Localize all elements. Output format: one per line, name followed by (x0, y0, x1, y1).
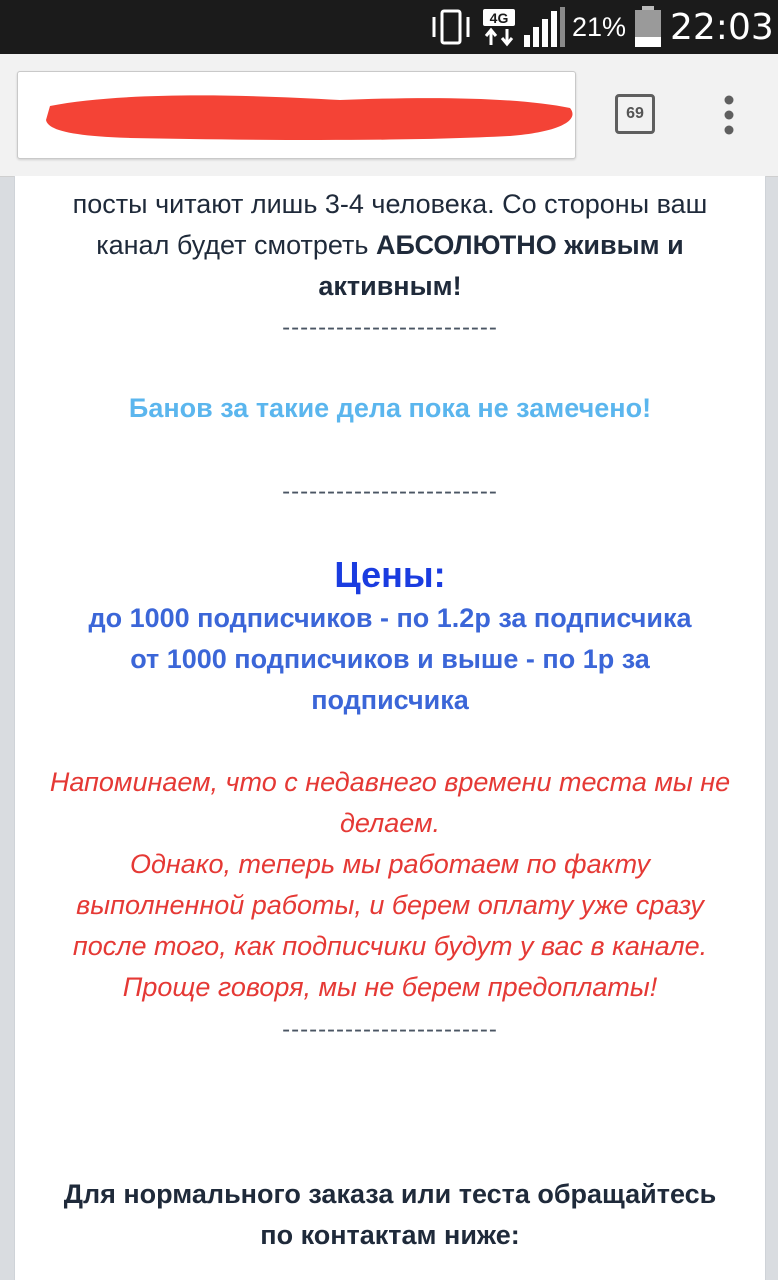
network-4g-icon (482, 0, 518, 54)
redaction-mark (40, 86, 576, 146)
battery-percent: 21% (572, 11, 627, 42)
price-line: от 1000 подписчиков и выше - по 1р за (130, 644, 650, 674)
intro-emphasis: активным! (318, 271, 462, 301)
contact-line: по контактам ниже: (260, 1220, 520, 1250)
notice-line: после того, как подписчики будут у вас в канале. (72, 931, 708, 961)
intro-text: канал будет смотреть (96, 230, 376, 260)
overflow-menu-icon[interactable] (712, 92, 746, 138)
separator: ------------------------ (282, 1016, 498, 1043)
status-bar (0, 0, 778, 54)
contact-line: Для нормального заказа или теста обращайтесь (63, 1179, 717, 1209)
clock: 22:03 (670, 6, 774, 48)
notice-line: Напоминаем, что с недавнего времени теста мы не (49, 767, 731, 797)
vibrate-icon (428, 0, 474, 54)
price-line: до 1000 подписчиков - по 1.2р за подписчика (88, 603, 692, 633)
network-type-label: 4G (489, 10, 509, 26)
notice-line: Однако, теперь мы работаем по факту (129, 849, 651, 879)
separator: ------------------------ (282, 478, 498, 505)
notice-line: Проще говоря, мы не берем предоплаты! (122, 972, 658, 1002)
separator: ------------------------ (282, 314, 498, 341)
intro-line: посты читают лишь 3-4 человека. Со стороны ваш (72, 189, 708, 219)
url-bar[interactable] (17, 71, 576, 159)
prices-title: Цены: (334, 554, 446, 595)
tab-switcher-button[interactable]: 69 (615, 94, 655, 134)
price-line: подписчика (311, 685, 469, 715)
notice-line: делаем. (339, 808, 440, 838)
browser-toolbar (0, 54, 778, 177)
signal-strength-icon (522, 0, 566, 54)
web-page[interactable] (14, 176, 766, 1280)
intro-emphasis: АБСОЛЮТНО живым и (375, 230, 684, 260)
notice-line: выполненной работы, и берем оплату уже сразу (76, 890, 704, 920)
ban-notice: Банов за такие дела пока не замечено! (128, 393, 652, 423)
intro-line (15, 225, 765, 265)
battery-icon (633, 0, 663, 54)
